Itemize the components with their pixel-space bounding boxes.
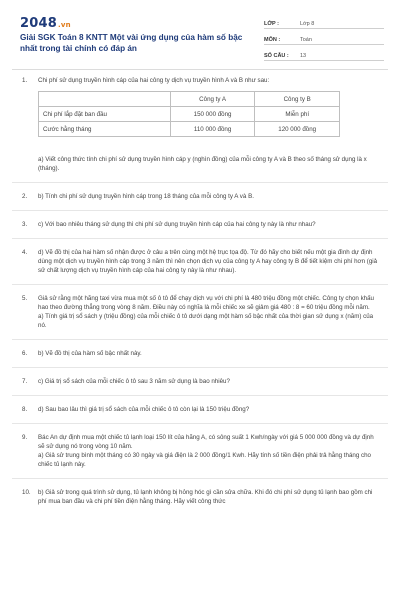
question-3 xyxy=(12,220,388,229)
meta-value: Toán xyxy=(300,37,312,43)
question-text: b) Giả sử trong quá trình sử dụng, tủ lạnh không bị hỏng hóc gì cần sửa chữa. Khi đó chi phí sử dụng tủ lạnh bao gồm chi phí mua ban đầu và chi phí tiền điện hằng tháng. Hãy viết công thức xyxy=(38,489,373,505)
document-header xyxy=(12,10,388,62)
divider xyxy=(12,182,388,183)
table-cell: 120 000 đồng xyxy=(255,122,340,137)
table-cell: 150 000 đồng xyxy=(170,107,255,122)
meta-label: SỐ CÂU : xyxy=(264,53,289,59)
divider xyxy=(12,339,388,340)
question-number: 3. xyxy=(22,221,28,228)
question-text: Giả sử rằng một hãng taxi vừa mua một số ô tô để chạy dịch vụ với chi phí là 480 triệu đồng một chiếc. Công ty chọn khấu hao theo đường thẳng trong vòng 8 năm. Điều này có nghĩa là mỗi chiếc xe sẽ giảm giá 480 : 8 = 60 triệu đồng mỗi năm. xyxy=(38,295,374,311)
question-1 xyxy=(12,76,388,173)
meta-row-class xyxy=(264,16,384,29)
table-cell: Cước hằng tháng xyxy=(39,122,171,137)
question-subtext: a) Viết công thức tính chi phí sử dụng truyền hình cáp y (nghìn đồng) của mỗi công ty A và B theo số tháng sử dụng là x (tháng). xyxy=(38,156,367,172)
question-text: c) Giá trị sổ sách của mỗi chiếc ô tô sau 3 năm sử dụng là bao nhiêu? xyxy=(38,378,230,385)
table-cell: Miễn phí xyxy=(255,107,340,122)
meta-value: Lớp 8 xyxy=(300,21,315,27)
question-number: 5. xyxy=(22,295,28,302)
logo-text: 2048 xyxy=(20,16,57,31)
question-5 xyxy=(12,294,388,330)
question-text: Chi phí sử dụng truyền hình cáp của hai công ty dịch vụ truyền hình A và B như sau: xyxy=(38,77,270,84)
question-subtext: a) Giả sử trung bình một tháng có 30 ngày và giá điện là 2 000 đồng/1 Kwh. Hãy tính số tiền điện phải trả hằng tháng cho chiếc tủ lạnh này. xyxy=(38,452,371,468)
question-number: 2. xyxy=(22,193,28,200)
table-cell xyxy=(39,92,171,107)
question-text: d) Vẽ đồ thị của hai hàm số nhận được ở câu a trên cùng một hệ trục tọa độ. Từ đó hãy cho biết nếu một gia đình dự định dùng một dịch vụ truyền hình cáp trong 3 năm thì nên chọn dịch vụ của công ty A hay công ty B để tiết kiệm chi phí hơn (giả sử chất lượng dịch vụ truyền hình cáp của hai công ty này là như nhau). xyxy=(38,249,378,274)
table-header-cell: Công ty B xyxy=(255,92,340,107)
question-text: b) Tính chi phí sử dụng truyền hình cáp trong 18 tháng của mỗi công ty A và B. xyxy=(38,193,254,200)
question-10 xyxy=(12,488,388,506)
question-text: c) Với bao nhiêu tháng sử dụng thì chi phí sử dụng truyền hình cáp của hai công ty này là như nhau? xyxy=(38,221,316,228)
divider xyxy=(12,395,388,396)
question-text: b) Vẽ đồ thị của hàm số bậc nhất này. xyxy=(38,350,142,357)
question-number: 9. xyxy=(22,434,28,441)
site-logo[interactable] xyxy=(20,16,71,31)
table-cell: Chi phí lắp đặt ban đầu xyxy=(39,107,171,122)
divider xyxy=(12,423,388,424)
table-cell: 110 000 đồng xyxy=(170,122,255,137)
document-title: Giải SGK Toán 8 KNTT Một vài ứng dụng của hàm số bậc nhất trong tài chính có đáp án xyxy=(20,33,243,53)
divider xyxy=(12,367,388,368)
divider xyxy=(12,238,388,239)
question-list xyxy=(12,76,388,506)
table-header-cell: Công ty A xyxy=(170,92,255,107)
question-subtext: a) Tính giá trị sổ sách y (triệu đồng) của mỗi chiếc ô tô dưới dạng một hàm số bậc nhất của thời gian sử dụng x (năm) của nó. xyxy=(38,313,374,329)
question-9 xyxy=(12,433,388,469)
divider xyxy=(12,284,388,285)
table-row xyxy=(39,122,340,137)
question-number: 10. xyxy=(22,489,31,496)
question-8 xyxy=(12,405,388,414)
meta-label: MÔN : xyxy=(264,37,281,43)
logo-suffix: .vn xyxy=(57,21,71,29)
question-number: 8. xyxy=(22,406,28,413)
question-number: 6. xyxy=(22,350,28,357)
table-row xyxy=(39,107,340,122)
question-6 xyxy=(12,349,388,358)
question-number: 7. xyxy=(22,378,28,385)
divider xyxy=(12,210,388,211)
meta-value: 13 xyxy=(300,53,307,59)
question-text: d) Sau bao lâu thì giá trị sổ sách của mỗi chiếc ô tô còn lại là 150 triệu đồng? xyxy=(38,406,250,413)
question-number: 1. xyxy=(22,77,28,84)
header-divider xyxy=(12,69,388,70)
divider xyxy=(12,478,388,479)
meta-row-subject xyxy=(264,32,384,45)
meta-label: LỚP : xyxy=(264,21,279,27)
cost-table xyxy=(38,91,340,137)
meta-info xyxy=(264,16,384,64)
meta-row-count xyxy=(264,48,384,61)
table-header-row xyxy=(39,92,340,107)
question-2 xyxy=(12,192,388,201)
question-number: 4. xyxy=(22,249,28,256)
question-7 xyxy=(12,377,388,386)
question-text: Bác An dự định mua một chiếc tủ lạnh loại 150 lít của hãng A, có sông suất 1 Kwh/ngày với giá 5 000 000 đồng và dự định sẽ sử dụng nó trong vòng 10 năm. xyxy=(38,434,374,450)
question-4 xyxy=(12,248,388,275)
